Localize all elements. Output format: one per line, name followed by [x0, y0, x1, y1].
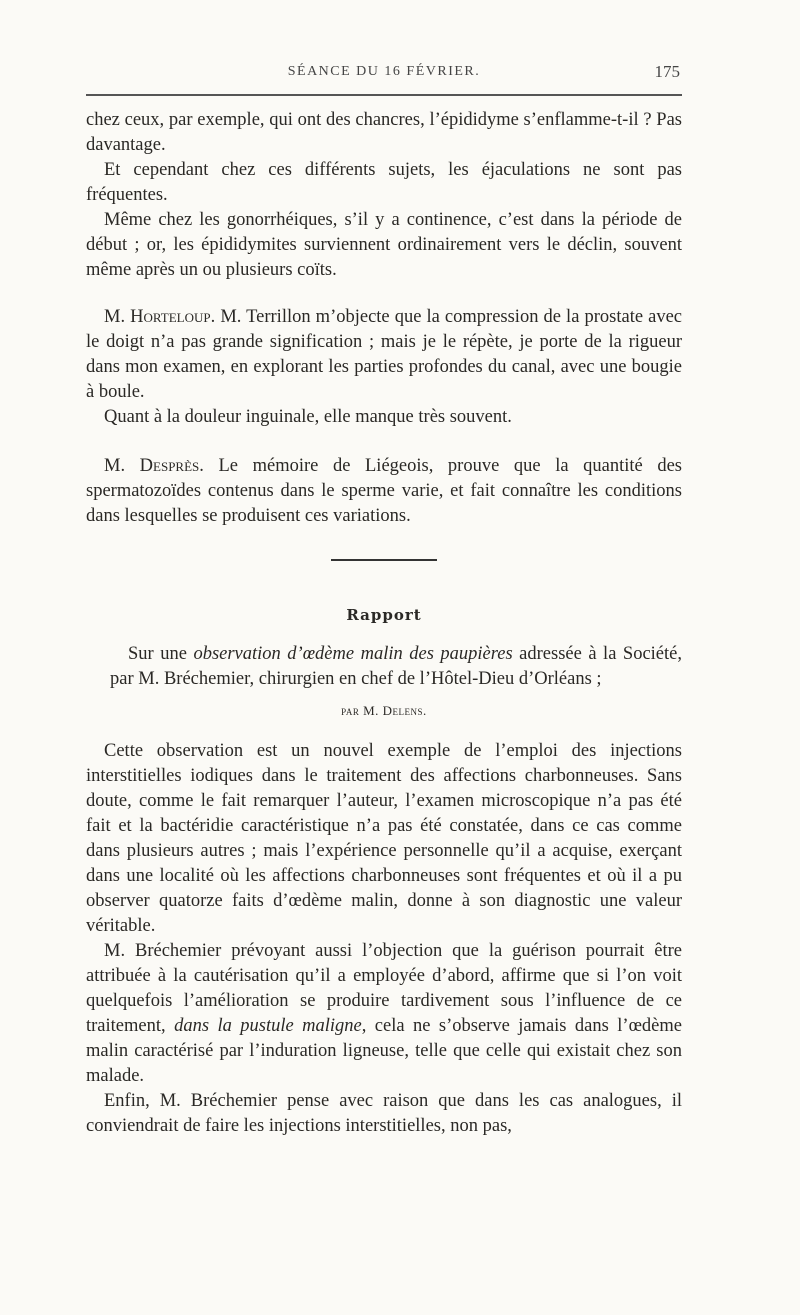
paragraph: Et cependant chez ces différents sujets, les éjaculations ne sont pas fréquentes.: [86, 160, 682, 205]
header-rule: [86, 94, 682, 96]
running-head: [86, 62, 682, 88]
report-subject: [86, 642, 682, 692]
text-run: M. Bréchemier prévoyant aussi l’objection que la guérison pourrait être attribuée à la cautérisation qu’il a employée d’abord, affirme que si l’on voit quelquefois l’amélioration se produire tardivement sous l’influence de ce traitement,: [86, 941, 682, 1036]
paragraph-horteloup: [86, 305, 682, 405]
subject-italic: observation d’œdème malin des paupières: [193, 644, 513, 664]
speaker-name: M. Desprès.: [104, 456, 204, 476]
subject-prefix: Sur une: [128, 644, 194, 664]
report-author: par M. Delens.: [341, 703, 427, 718]
book-page: [86, 62, 682, 1139]
paragraph: [86, 939, 682, 1089]
speaker-text: Le mémoire de Liégeois, prouve que la quantité des spermatozoïdes contenus dans le sperme varie, et fait connaître les conditions dans lesquelles se produisent ces variations.: [86, 456, 682, 526]
speaker-text: M. Terrillon m’objecte que la compression de la prostate avec le doigt n’a pas grande signification ; mais je le répète, je porte de la rigueur dans mon examen, en explorant les parties profondes du canal, avec une bougie à boule.: [86, 307, 682, 402]
italic-run: dans la pustule maligne: [174, 1016, 362, 1036]
spacer: [86, 430, 682, 454]
subject-suffix: adressée à la Société, par M. Bréchemier, chirurgien en chef de l’Hôtel-Dieu d’Orléans ;: [110, 644, 682, 689]
paragraph: Cette observation est un nouvel exemple de l’emploi des injections interstitielles iodiques dans le traitement des affections charbonneuses. Sans doute, comme le fait remarquer l’auteur, l’examen microscopique n’a pas été fait et la bactéridie caractéristique n’a pas été constatée, dans ce cas comme dans plusieurs autres ; mais l’expérience personnelle qu’il a acquise, exerçant dans une localité où les affections charbonneuses sont fréquentes et où il a pu observer quatorze faits d’œdème malin, donne à son diagnostic une valeur véritable.: [86, 741, 682, 936]
running-title: SÉANCE DU 16 FÉVRIER.: [287, 64, 481, 79]
paragraph: Même chez les gonorrhéiques, s’il y a continence, c’est dans la période de début ; or, les épididymites surviennent ordinairement vers le déclin, souvent même après un ou plusieurs coïts.: [86, 210, 682, 280]
paragraph: Enfin, M. Bréchemier pense avec raison que dans les cas analogues, il conviendrait de faire les injections interstitielles, non pas,: [86, 1091, 682, 1136]
section-title: Rapport: [346, 606, 422, 624]
page-number: 175: [654, 62, 680, 81]
main-text: [86, 108, 682, 1139]
text-run: , cela ne s’observe jamais dans l’œdème malin caractérisé par l’induration ligneuse, telle que celle qui existait chez son malade.: [86, 1016, 682, 1086]
paragraph-despres: [86, 454, 682, 529]
speaker-name: M. Horteloup.: [104, 307, 216, 327]
section-rule: [331, 559, 437, 561]
paragraph: chez ceux, par exemple, qui ont des chancres, l’épididyme s’enflamme-t-il ? Pas davantage.: [86, 110, 682, 155]
spacer: [86, 283, 682, 305]
paragraph: Quant à la douleur inguinale, elle manque très souvent.: [104, 407, 512, 427]
